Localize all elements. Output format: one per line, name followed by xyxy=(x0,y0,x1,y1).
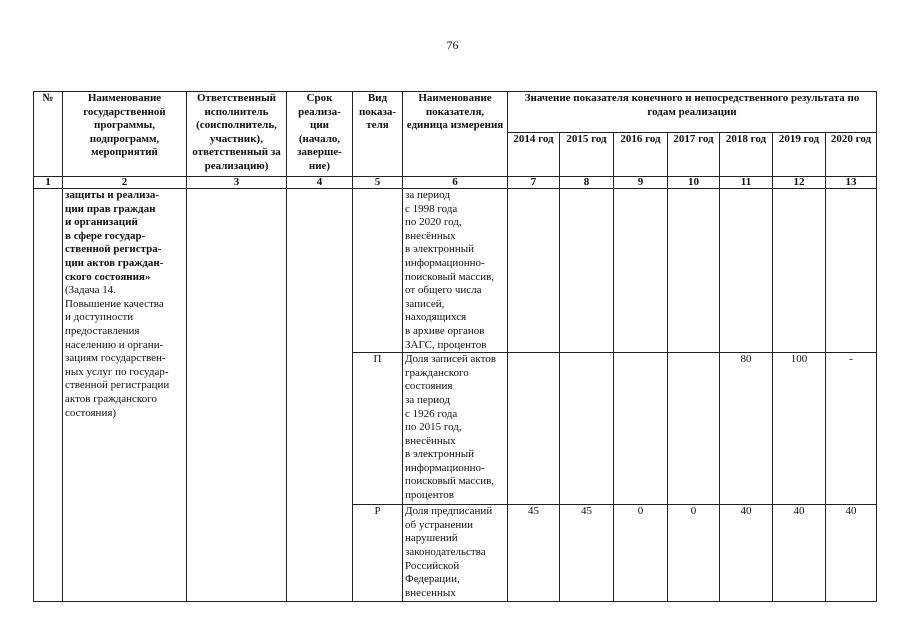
header-executor: Ответственный исполнитель (соисполнитель, участник), ответственный за реализацию) xyxy=(187,92,287,177)
cell-value: 0 xyxy=(614,505,668,602)
cell-value xyxy=(668,189,720,353)
cell-value: 40 xyxy=(826,505,877,602)
cell-value: 0 xyxy=(668,505,720,602)
column-number: 11 xyxy=(720,177,773,189)
text-line: Повышение качества xyxy=(65,297,164,310)
header-term: Срок реализа-ции (начало, заверше-ние) xyxy=(287,92,353,177)
text-line: и организаций xyxy=(65,216,138,229)
header-year: 2017 год xyxy=(668,133,720,177)
cell-value xyxy=(614,353,668,505)
text-line: ЗАГС, процентов xyxy=(405,338,487,351)
column-number: 4 xyxy=(287,177,353,189)
column-number: 5 xyxy=(353,177,403,189)
text-line: в архиве органов xyxy=(405,324,485,337)
header-year: 2015 год xyxy=(560,133,614,177)
text-line: поисковый массив, xyxy=(405,475,495,488)
cell-value xyxy=(668,353,720,505)
cell-value xyxy=(560,189,614,353)
cell-indicator xyxy=(403,353,508,505)
cell-kind: П xyxy=(353,353,403,505)
text-line: в электронный xyxy=(405,243,475,256)
text-line: Доля предписаний xyxy=(405,505,493,518)
indicators-table xyxy=(33,91,877,602)
cell-value xyxy=(560,353,614,505)
text-line: за период xyxy=(405,189,450,201)
header-year: 2016 год xyxy=(614,133,668,177)
text-line: ции актов граждан- xyxy=(65,256,164,269)
text-line: предоставления xyxy=(65,324,140,337)
cell-value xyxy=(720,189,773,353)
text-line: Российской xyxy=(405,559,460,572)
cell-value xyxy=(614,189,668,353)
text-line: ции прав граждан xyxy=(65,202,156,215)
text-line: ственной регистрации xyxy=(65,379,170,392)
cell-value: 45 xyxy=(560,505,614,602)
text-line: процентов xyxy=(405,489,454,502)
cell-kind xyxy=(353,189,403,353)
text-line: ственной регистра- xyxy=(65,243,162,256)
header-kind: Вид показа-теля xyxy=(353,92,403,177)
column-number: 1 xyxy=(34,177,63,189)
cell-value: - xyxy=(826,353,877,505)
header-year: 2018 год xyxy=(720,133,773,177)
header-year: 2020 год xyxy=(826,133,877,177)
cell-kind: Р xyxy=(353,505,403,602)
cell-value: 45 xyxy=(508,505,560,602)
text-line: в электронный xyxy=(405,448,475,461)
column-number: 6 xyxy=(403,177,508,189)
text-line: состояния xyxy=(405,380,453,393)
table-row xyxy=(34,189,877,353)
column-number: 7 xyxy=(508,177,560,189)
cell-value: 80 xyxy=(720,353,773,505)
cell-value xyxy=(826,189,877,353)
header-values-title: Значение показателя конечного и непосредственного результата по годам реализации xyxy=(508,92,877,133)
text-line: по 2015 год, xyxy=(405,421,462,434)
text-line: зациям государствен- xyxy=(65,352,166,365)
cell-indicator xyxy=(403,189,508,353)
text-line: законодательства xyxy=(405,545,486,558)
text-line: об устранении xyxy=(405,518,473,531)
text-line: и доступности xyxy=(65,311,134,324)
text-line: ского состояния» xyxy=(65,270,151,283)
cell-value xyxy=(508,189,560,353)
text-line: внесенных xyxy=(405,586,456,599)
column-number: 13 xyxy=(826,177,877,189)
column-number: 2 xyxy=(63,177,187,189)
cell-indicator xyxy=(403,505,508,602)
text-line: защиты и реализа- xyxy=(65,189,160,201)
text-line: внесённых xyxy=(405,434,456,447)
text-line: актов гражданского xyxy=(65,392,157,405)
text-line: гражданского xyxy=(405,366,469,379)
text-line: от общего числа xyxy=(405,284,482,297)
text-line: поисковый массив, xyxy=(405,270,495,283)
text-line: в сфере государ- xyxy=(65,229,146,242)
text-line: за период xyxy=(405,393,450,406)
header-indicator-name: Наименование показателя, единица измерения xyxy=(403,92,508,177)
column-number: 9 xyxy=(614,177,668,189)
header-no: № xyxy=(34,92,63,177)
header-program-name: Наименование государственной программы, подпрограмм, мероприятий xyxy=(63,92,187,177)
column-number: 10 xyxy=(668,177,720,189)
page-number: 76 xyxy=(446,38,459,52)
cell-value xyxy=(508,353,560,505)
text-line: по 2020 год, xyxy=(405,216,462,229)
program-task xyxy=(65,284,184,420)
text-line: Федерации, xyxy=(405,573,460,586)
text-line: ных услуг по государ- xyxy=(65,365,169,378)
column-number: 12 xyxy=(773,177,826,189)
text-line: Доля записей актов xyxy=(405,353,496,366)
text-line: находящихся xyxy=(405,311,467,324)
text-line: населению и органи- xyxy=(65,338,164,351)
header-year: 2019 год xyxy=(773,133,826,177)
cell-executor xyxy=(187,189,287,602)
text-line: информационно- xyxy=(405,256,485,269)
cell-term xyxy=(287,189,353,602)
text-line: состояния) xyxy=(65,406,117,419)
text-line: с 1926 года xyxy=(405,407,458,420)
cell-value xyxy=(773,189,826,353)
cell-program-name xyxy=(63,189,187,602)
text-line: нарушений xyxy=(405,532,458,545)
text-line: (Задача 14. xyxy=(65,284,117,297)
column-number: 8 xyxy=(560,177,614,189)
text-line: с 1998 года xyxy=(405,202,458,215)
column-number: 3 xyxy=(187,177,287,189)
cell-value: 100 xyxy=(773,353,826,505)
cell-no xyxy=(34,189,63,602)
header-year: 2014 год xyxy=(508,133,560,177)
text-line: внесённых xyxy=(405,229,456,242)
text-line: информационно- xyxy=(405,461,485,474)
cell-value: 40 xyxy=(773,505,826,602)
text-line: записей, xyxy=(405,297,445,310)
program-title xyxy=(65,189,184,284)
cell-value: 40 xyxy=(720,505,773,602)
